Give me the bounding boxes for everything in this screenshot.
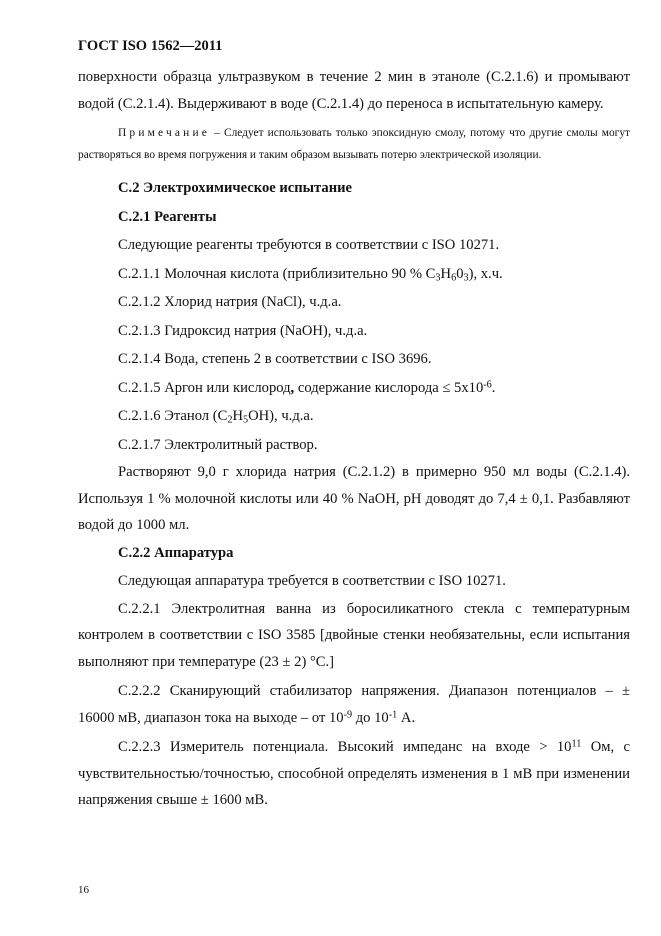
document-body — [78, 64, 630, 814]
note-label: Примечание — [118, 127, 211, 139]
note-paragraph — [78, 123, 630, 166]
note-text: – Следует использовать только эпоксидную смолу, потому что другие смолы могут растворяться во время погружения и таким образом вызывать потерю электрической изоляции. — [78, 127, 630, 161]
item-c2-2-1: С.2.2.1 Электролитная ванна из боросиликатного стекла с температурным контролем в соответствии с ISO 3585 [двойные стенки необязательны, если испытания выполняют при температуре (23 ± 2) °С.] — [78, 600, 630, 670]
paragraph-apparatus: Следующая аппаратура требуется в соответствии с ISO 10271. — [118, 573, 506, 589]
section-heading-c22: С.2.2 Аппаратура — [118, 544, 234, 561]
section-heading-c21: С.2.1 Реагенты — [118, 208, 217, 225]
paragraph-solution: Растворяют 9,0 г хлорида натрия (С.2.1.2) в примерно 950 мл воды (С.2.1.4). Используя 1 % молочной кислоты или 40 % NaOH, pH доводят до 7,4 ± 0,1. Разбавляют водой до 1000 мл. — [78, 464, 630, 533]
item-c2-1-3: С.2.1.3 Гидроксид натрия (NaOH), ч.д.а. — [118, 322, 368, 339]
section-heading-c2: С.2 Электрохимическое испытание — [118, 180, 352, 196]
item-c2-1-1: С.2.1.1 Молочная кислота (приблизительно 90 % $С_3H_60_3$), х.ч. — [118, 265, 503, 284]
paragraph-reagents: Следующие реагенты требуются в соответствии с ISO 10271. — [118, 237, 500, 253]
item-c2-1-5: С.2.1.5 Аргон или кислород, содержание кислорода ≤ $5х10^{-6}$. — [118, 378, 496, 396]
item-c2-1-6: С.2.1.6 Этанол $(С_2H_5OH)$, ч.д.а. — [118, 408, 314, 426]
item-c2-1-4: С.2.1.4 Вода, степень 2 в соответствии с ISO 3696. — [118, 351, 432, 367]
document-header: ГОСТ ISO 1562—2011 — [78, 38, 223, 54]
item-c2-2-2: С.2.2.2 Сканирующий стабилизатор напряжения. Диапазон потенциалов – ± 16000 мВ, диапазон тока на выходе – от $10^{-9}$ до $10^{-1}$ А. — [78, 683, 630, 726]
item-c2-1-7: С.2.1.7 Электролитный раствор. — [118, 436, 318, 453]
paragraph-intro: поверхности образца ультразвуком в течение 2 мин в этаноле (С.2.1.6) и промывают водой (С.2.1.4). Выдерживают в воде (С.2.1.4) до переноса в испытательную камеру. — [78, 69, 630, 112]
item-c2-1-2: С.2.1.2 Хлорид натрия (NaCl), ч.д.а. — [118, 294, 342, 310]
item-c2-2-3: С.2.2.3 Измеритель потенциала. Высокий импеданс на входе > $10^{11}$ Ом, с чувствительностью/точностью, способной определять изменения в 1 мВ при изменении напряжения свыше ± 1600 мВ. — [78, 738, 630, 808]
page-number: 16 — [78, 884, 89, 896]
